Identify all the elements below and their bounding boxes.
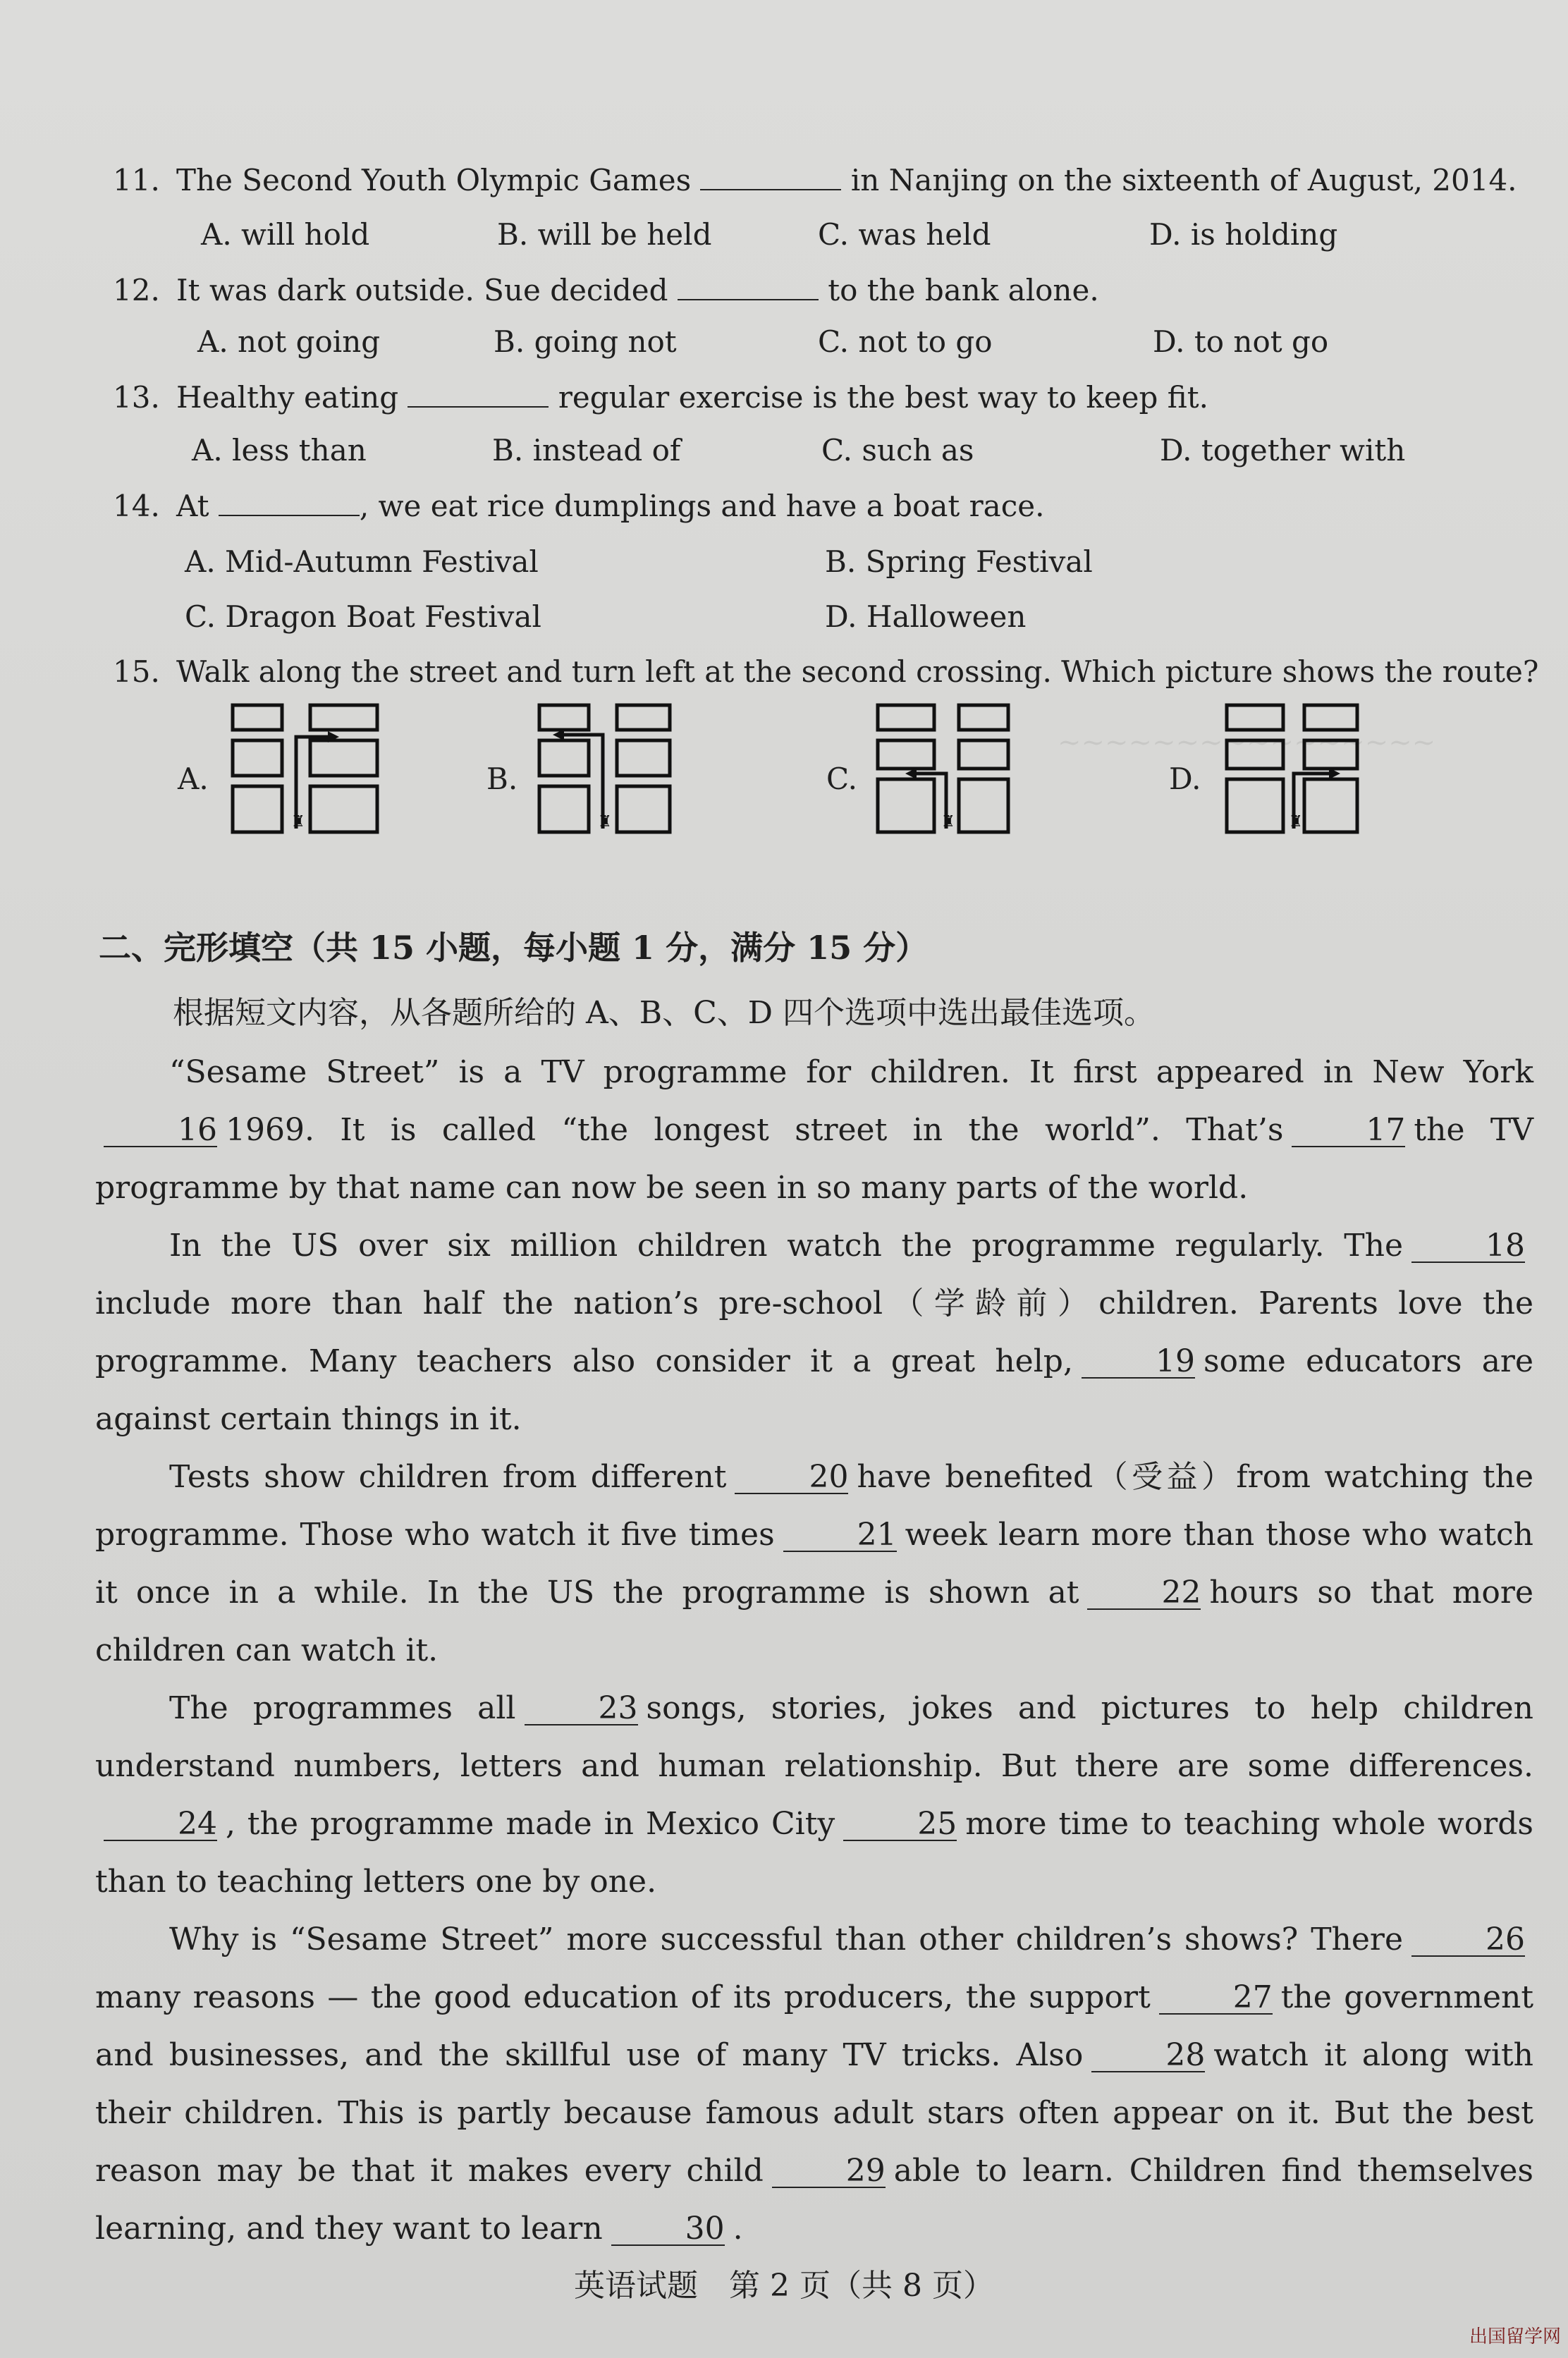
passage-text: Tests show children from different <box>169 1459 727 1495</box>
paragraph-4 <box>95 1680 1533 1911</box>
option-c: C. <box>826 762 857 796</box>
question-text: , we eat rice dumplings and have a boat race. <box>359 489 1045 523</box>
passage-text: watch it along with their children. This is partly because famous adult stars often appear on it. But the best reason may be that it makes every child <box>95 2037 1533 2189</box>
route-map-c <box>874 698 1015 839</box>
option-a: A. will hold <box>201 217 370 252</box>
option-d: D. <box>1169 762 1201 796</box>
route-map-a <box>229 698 384 839</box>
cloze-blank-28: 28 <box>1091 2040 1205 2072</box>
option-b: B. going not <box>494 324 677 359</box>
option-c: C. such as <box>821 433 974 468</box>
question-text: It was dark outside. Sue decided <box>176 273 668 307</box>
passage-text: the TV programme by that name can now be seen in so many parts of the world. <box>95 1112 1534 1206</box>
cloze-blank-22: 22 <box>1087 1577 1201 1610</box>
option-b: B. will be held <box>497 217 712 252</box>
passage-text: songs, stories, jokes and pictures to help children understand numbers, letters and human relationship. But there are some differences. <box>95 1690 1534 1784</box>
question-number: 12. <box>113 273 160 307</box>
passage-text: many reasons — the good education of its producers, the support <box>95 1979 1151 2015</box>
question-number: 11. <box>113 163 160 197</box>
option-c: C. not to go <box>818 324 993 359</box>
passage-text: In the US over six million children watch the programme regularly. The <box>169 1228 1403 1264</box>
section-title: 二、完形填空（共 15 小题，每小题 1 分，满分 15 分） <box>99 929 929 967</box>
cloze-blank-17: 17 <box>1292 1115 1405 1147</box>
svg-text:♜: ♜ <box>598 813 612 831</box>
question-12 <box>113 271 1099 310</box>
question-14 <box>113 487 1044 526</box>
option-b: B. instead of <box>492 433 681 468</box>
route-arrow <box>564 735 603 829</box>
cloze-blank-23: 23 <box>525 1693 638 1725</box>
page-footer: 英语试题 第 2 页（共 8 页） <box>574 2268 994 2304</box>
cloze-blank-29: 29 <box>772 2156 886 2188</box>
passage-text: include more than half the nation’s pre-school（学龄前）children. Parents love the programme. Many teachers also consider it a great help, <box>95 1285 1533 1379</box>
passage-text: 1969. It is called “the longest street in the world”. That’s <box>226 1112 1284 1148</box>
cloze-blank-19: 19 <box>1082 1346 1195 1379</box>
option-c: C. was held <box>818 217 991 252</box>
passage-text: The programmes all <box>169 1690 516 1726</box>
answer-blank <box>219 487 360 516</box>
section-instruction: 根据短文内容，从各题所给的 A、B、C、D 四个选项中选出最佳选项。 <box>173 995 1156 1031</box>
answer-blank <box>700 161 841 190</box>
option-a: A. less than <box>192 433 367 468</box>
question-text: At <box>176 489 209 523</box>
route-map-b <box>536 698 677 839</box>
passage-text: Why is “Sesame Street” more successful than other children’s shows? There <box>169 1922 1403 1957</box>
cloze-blank-27: 27 <box>1159 1982 1273 2015</box>
question-11 <box>113 161 1517 200</box>
option-d: D. to not go <box>1153 324 1329 359</box>
passage-text: more time to teaching whole words than to teaching letters one by one. <box>95 1806 1533 1900</box>
option-b: B. <box>486 762 518 796</box>
cloze-blank-26: 26 <box>1411 1924 1525 1957</box>
passage-text: “Sesame Street” is a TV programme for children. It first appeared in New York <box>169 1054 1533 1090</box>
cloze-blank-20: 20 <box>735 1462 848 1494</box>
option-c: C. Dragon Boat Festival <box>185 599 541 634</box>
option-b: B. Spring Festival <box>825 544 1093 579</box>
option-d: D. Halloween <box>825 599 1027 634</box>
passage-text: . <box>733 2211 743 2247</box>
svg-text:♜: ♜ <box>941 813 955 831</box>
route-pictures <box>0 698 1568 867</box>
passage-text: week learn more than those who watch it once in a while. In the US the programme is shown at <box>95 1517 1533 1611</box>
route-map-d <box>1223 698 1364 839</box>
cloze-blank-16: 16 <box>104 1115 217 1147</box>
passage-text: able to learn. Children find themselves learning, and they want to learn <box>95 2153 1533 2247</box>
answer-blank <box>408 378 549 408</box>
question-text: in Nanjing on the sixteenth of August, 2014. <box>850 163 1517 197</box>
option-d: D. together with <box>1160 433 1406 468</box>
paragraph-2 <box>95 1217 1533 1448</box>
answer-blank <box>678 271 819 300</box>
option-a: A. Mid-Autumn Festival <box>185 544 539 579</box>
option-a: A. not going <box>197 324 381 359</box>
option-a: A. <box>178 762 209 796</box>
show-through-text: ~~~~~~~~~~~~~~~~ <box>1058 726 1436 759</box>
question-13 <box>113 378 1208 417</box>
svg-text:♜: ♜ <box>1289 813 1303 831</box>
passage-text: the government and businesses, and the skillful use of many TV tricks. Also <box>95 1979 1533 2073</box>
site-watermark: 出国留学网 <box>1469 2326 1561 2347</box>
cloze-blank-25: 25 <box>843 1809 957 1841</box>
passage-text: some educators are against certain things in it. <box>95 1343 1533 1437</box>
question-number: 14. <box>113 489 160 523</box>
question-text: to the bank alone. <box>828 273 1099 307</box>
svg-text:♜: ♜ <box>291 813 305 831</box>
paragraph-3 <box>95 1448 1533 1680</box>
cloze-passage <box>95 1044 1533 2258</box>
question-number: 15. <box>113 654 160 689</box>
question-text: Healthy eating <box>176 380 399 415</box>
question-text: Walk along the street and turn left at the second crossing. Which picture shows the route? <box>176 654 1539 689</box>
passage-text: have benefited（受益）from watching the programme. Those who watch it five times <box>95 1459 1533 1553</box>
cloze-blank-18: 18 <box>1411 1230 1525 1263</box>
paragraph-1 <box>95 1044 1533 1217</box>
cloze-blank-24: 24 <box>104 1809 217 1841</box>
question-number: 13. <box>113 380 160 415</box>
question-text: regular exercise is the best way to keep fit. <box>558 380 1209 415</box>
passage-text: hours so that more children can watch it. <box>95 1575 1533 1668</box>
cloze-blank-21: 21 <box>783 1520 897 1552</box>
cloze-blank-30: 30 <box>611 2213 725 2246</box>
paragraph-5 <box>95 1911 1533 2258</box>
question-15 <box>113 652 1538 692</box>
question-text: The Second Youth Olympic Games <box>176 163 692 197</box>
option-d: D. is holding <box>1149 217 1338 252</box>
passage-text: , the programme made in Mexico City <box>226 1806 835 1842</box>
